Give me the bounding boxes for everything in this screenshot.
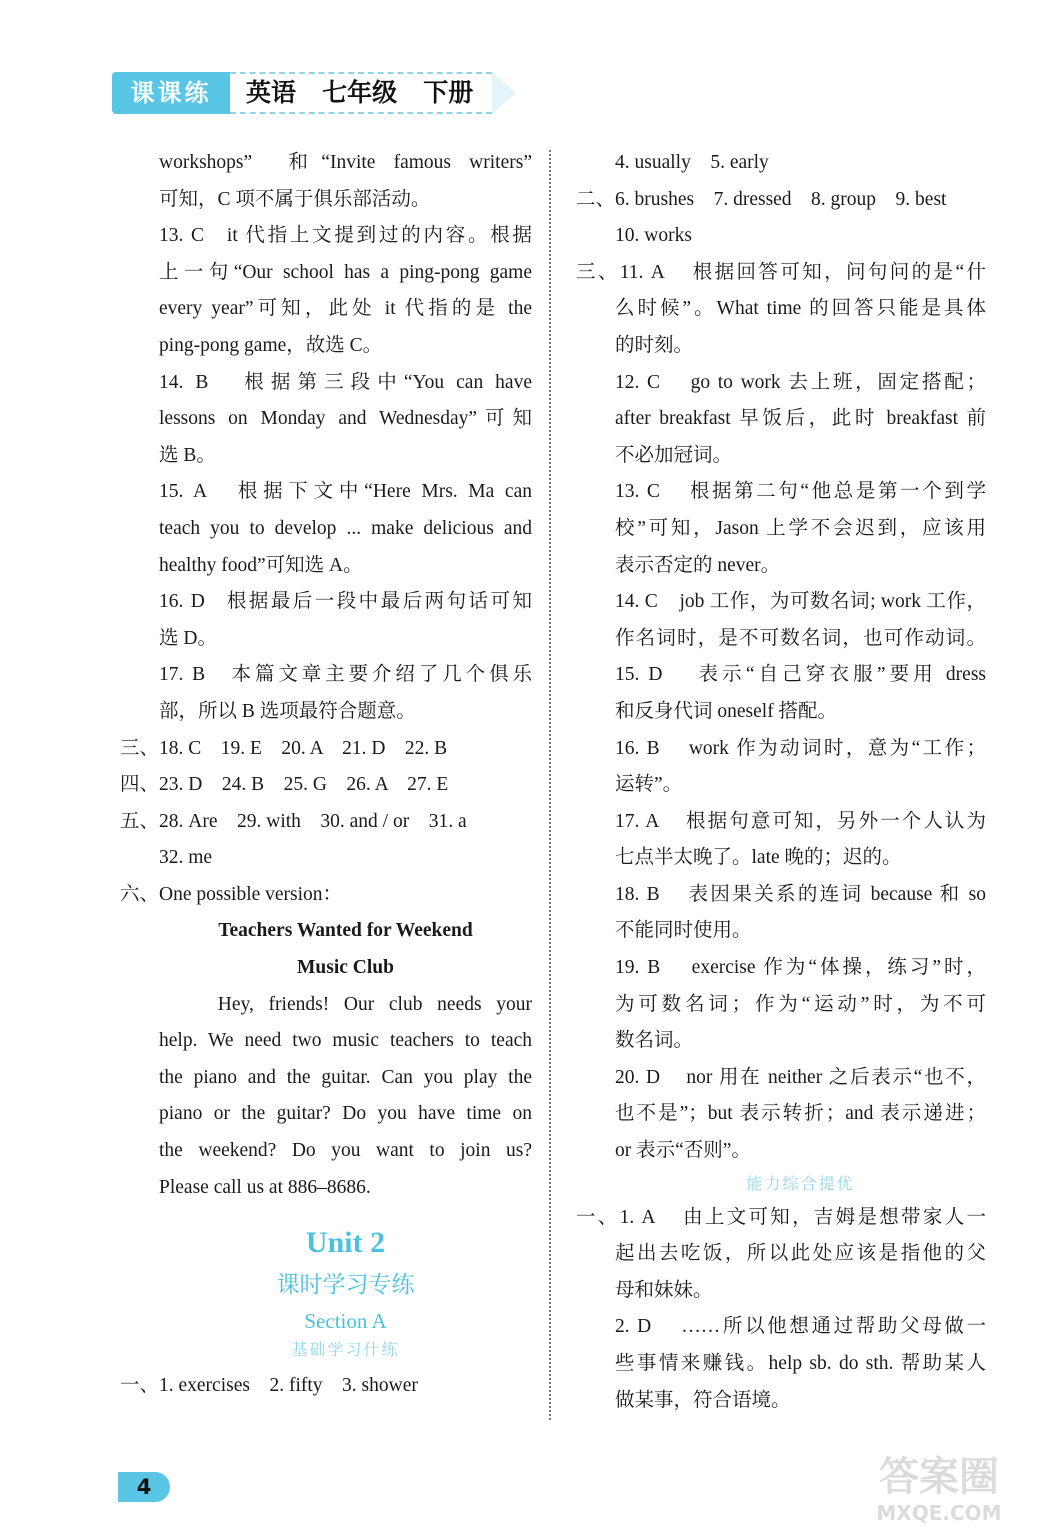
answer-line: ping-pong game，故选 C。 — [159, 334, 383, 356]
answer-line: 20. D nor 用在 neither 之后表示“也不， — [615, 1066, 986, 1088]
ability-practice-heading: 能力综合提优 — [746, 1175, 855, 1193]
watermark-url: MXQE.COM — [876, 1501, 1002, 1525]
answer-line: healthy food”可知选 A。 — [159, 554, 363, 576]
answer-line: 18. B 表因果关系的连词 because 和 so — [615, 883, 986, 905]
right-column — [576, 145, 986, 1419]
right-answer-lines — [576, 145, 986, 1170]
answer-line: 32. me — [159, 847, 213, 869]
answer-line: 13. C it 代指上文提到过的内容。根据 — [159, 225, 532, 247]
answer-line: 2. D ……所以他想通过帮助父母做一 — [615, 1316, 986, 1338]
answer-line: 母和妹妹。 — [615, 1279, 713, 1301]
section-title: Section A — [304, 1309, 387, 1334]
answer-line: 二、6. brushes 7. dressed 8. group 9. best — [576, 188, 947, 210]
answer-line: 选 B。 — [159, 444, 216, 466]
answer-line: after breakfast 早饭后，此时 breakfast 前 — [615, 408, 986, 430]
answer-line: 14. B 根据第三段中“You can have — [159, 371, 532, 393]
answer-line: 不必加冠词。 — [615, 444, 733, 466]
answer-line: 五、28. Are 29. with 30. and / or 31. a — [120, 810, 467, 832]
answer-line: 六、One possible version： — [120, 883, 343, 905]
answer-line: 不能同时使用。 — [615, 920, 752, 942]
answer-line: piano or the guitar? Do you have time on — [159, 1103, 532, 1125]
answer-line: 17. A 根据句意可知，另外一个人认为 — [615, 810, 986, 832]
unit-subtitle: 课时学习专练 — [276, 1272, 415, 1299]
answer-line: 起出去吃饭，所以此处应该是指他的父 — [615, 1243, 986, 1265]
answer-line: or 表示“否则”。 — [615, 1140, 751, 1162]
answer-line: 14. C job 工作，为可数名词; work 工作， — [615, 591, 986, 613]
answer-line: 做某事，符合语境。 — [615, 1389, 791, 1411]
answer-line: 选 D。 — [159, 627, 217, 649]
right-answer-lines-2 — [576, 1200, 986, 1420]
answer-line: 一、1. exercises 2. fifty 3. shower — [120, 1375, 418, 1397]
answer-line: 作名词时，是不可数名词，也可作动词。 — [615, 627, 986, 649]
answer-line: 12. C go to work 去上班，固定搭配； — [615, 371, 986, 393]
unit-title: Unit 2 — [305, 1226, 386, 1260]
answer-line: Please call us at 886–8686. — [159, 1176, 371, 1198]
answer-line: 16. B work 作为动词时，意为“工作； — [615, 737, 986, 759]
brand-logo: 课课练 — [112, 72, 230, 114]
answer-line: 的时刻。 — [615, 334, 694, 356]
page-number: 4 — [118, 1472, 170, 1502]
watermark-text: 答案圈 — [879, 1454, 999, 1500]
answer-line: lessons on Monday and Wednesday”可知 — [159, 408, 532, 430]
answer-line: 运转”。 — [615, 774, 683, 796]
answer-line: 上一句“Our school has a ping-pong game — [159, 261, 532, 283]
answer-line: 10. works — [615, 225, 692, 247]
left-column — [120, 145, 532, 1405]
answer-line: 些事情来赚钱。help sb. do sth. 帮助某人 — [615, 1353, 986, 1374]
answer-line: the piano and the guitar. Can you play the — [159, 1066, 532, 1088]
essay-title-line-2: Music Club — [297, 957, 394, 979]
answer-line: 17. B 本篇文章主要介绍了几个俱乐 — [159, 664, 532, 686]
answer-line: the weekend? Do you want to join us? — [159, 1140, 532, 1162]
page-header — [112, 70, 512, 120]
answer-line: every year”可知，此处 it 代指的是 the — [159, 298, 532, 320]
answer-line: 4. usually 5. early — [615, 152, 769, 173]
answer-line: 可知，C 项不属于俱乐部活动。 — [159, 188, 431, 210]
answer-line: 15. D 表示“自己穿衣服”要用 dress — [615, 664, 986, 686]
basic-practice-heading: 基础学习什练 — [291, 1342, 400, 1360]
answer-line: 三、18. C 19. E 20. A 21. D 22. B — [120, 737, 448, 759]
watermark-logo — [844, 1440, 1034, 1530]
answer-line: 13. C 根据第二句“他总是第一个到学 — [615, 481, 986, 503]
answer-line: 一、1. A 由上文可知，吉姆是想带家人一 — [576, 1206, 986, 1228]
column-divider — [549, 150, 551, 1420]
essay-body — [120, 987, 532, 1207]
answer-line: 为可数名词；作为“运动”时，为不可 — [615, 993, 986, 1015]
answer-line: 三、11. A 根据回答可知，问句问的是“什 — [576, 261, 986, 283]
answer-line: 15. A 根据下文中“Here Mrs. Ma can — [159, 481, 532, 503]
answer-line: help. We need two music teachers to teach — [159, 1030, 532, 1052]
answer-line: 么时候”。What time 的回答只能是具体 — [615, 298, 986, 320]
answer-line: Hey, friends! Our club needs your — [159, 993, 532, 1015]
answer-line: 数名词。 — [615, 1030, 694, 1052]
essay-title-line-1: Teachers Wanted for Weekend — [218, 920, 473, 942]
book-title: 英语 七年级 下册 — [230, 72, 492, 114]
answer-line: 校”可知，Jason 上学不会迟到，应该用 — [615, 517, 986, 539]
answer-line: 部，所以 B 选项最符合题意。 — [159, 700, 416, 722]
left-answer-lines — [120, 145, 532, 913]
answer-line: workshops” 和“Invite famous writers” — [159, 152, 532, 173]
answer-line: 表示否定的 never。 — [615, 554, 781, 576]
answer-line: 四、23. D 24. B 25. G 26. A 27. E — [120, 774, 449, 796]
answer-line: 16. D 根据最后一段中最后两句话可知 — [159, 591, 532, 613]
answer-line: 也不是”；but 表示转折；and 表示递进； — [615, 1103, 986, 1125]
answer-line: 七点半太晚了。late 晚的；迟的。 — [615, 847, 902, 869]
answer-line: 19. B exercise 作为“体操，练习”时， — [615, 957, 986, 979]
answer-line: teach you to develop ... make delicious and — [159, 517, 532, 539]
answer-line: 和反身代词 oneself 搭配。 — [615, 700, 838, 722]
